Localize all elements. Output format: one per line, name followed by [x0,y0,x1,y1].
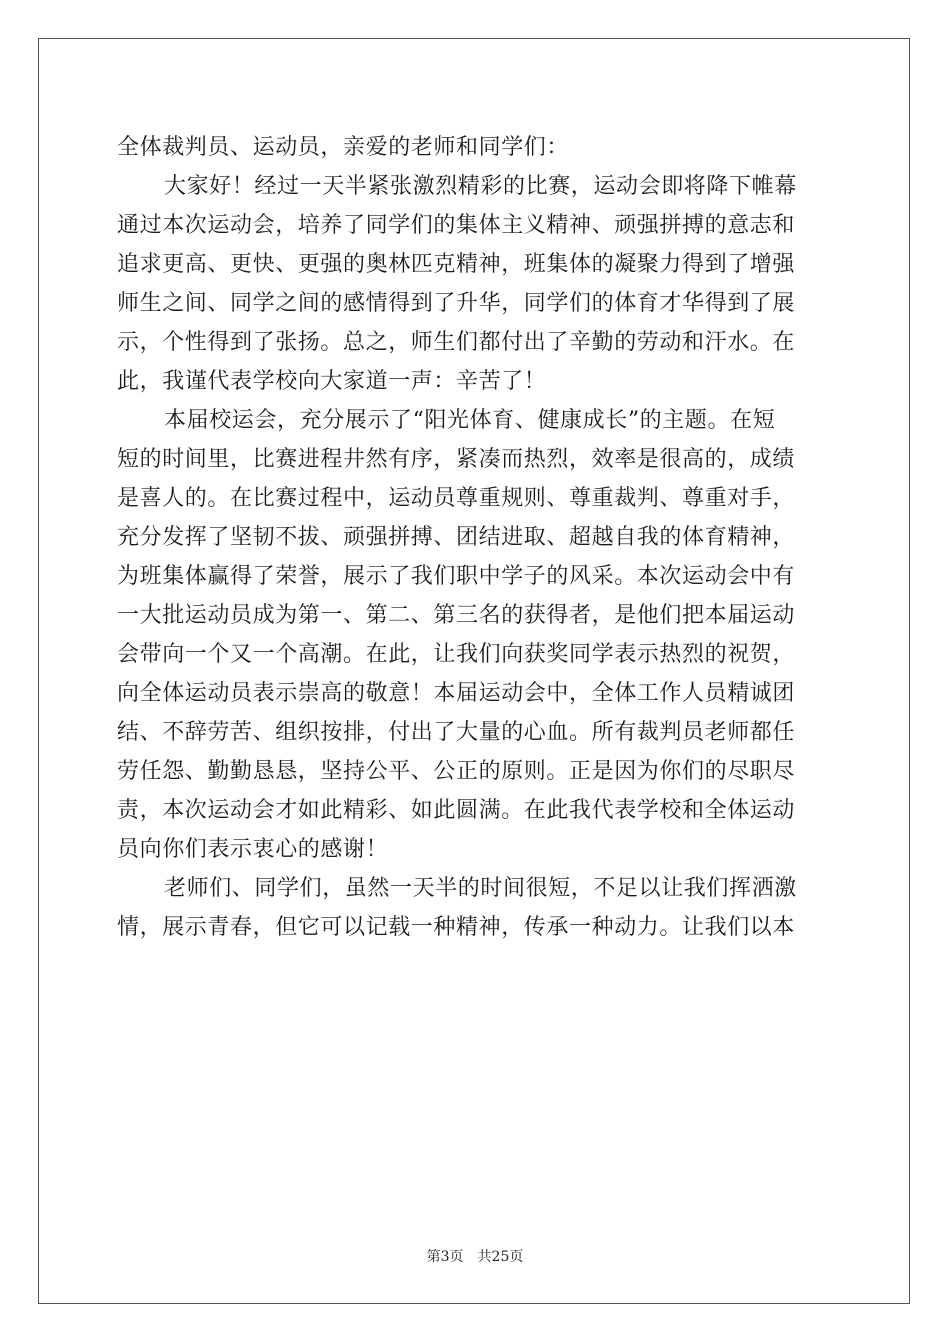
text-line: 大家好！经过一天半紧张激烈精彩的比赛，运动会即将降下帷幕 [164,174,797,199]
text-line: 通过本次运动会，培养了同学们的集体主义精神、顽强拼搏的意志和 [117,213,796,238]
text-line: 为班集体赢得了荣誉，展示了我们职中学子的风采。本次运动会中有 [117,564,796,589]
page-number-footer: 第3页 共25页 [426,1249,524,1265]
text-line: 向全体运动员表示崇高的敬意！本届运动会中，全体工作人员精诚团 [117,681,796,706]
paragraph-summary [117,401,833,869]
paragraph-salutation [117,128,833,167]
text-line: 劳任怨、勤勤恳恳，坚持公平、公正的原则。正是因为你们的尽职尽 [117,759,796,784]
text-line: 全体裁判员、运动员，亲爱的老师和同学们： [117,135,570,160]
text-line: 情，展示青春，但它可以记载一种精神，传承一种动力。让我们以本 [117,915,796,940]
text-line: 追求更高、更快、更强的奥林匹克精神，班集体的凝聚力得到了增强 [117,252,796,277]
text-line: 结、不辞劳苦、组织按排，付出了大量的心血。所有裁判员老师都任 [117,720,796,745]
text-line: 充分发挥了坚韧不拔、顽强拼搏、团结进取、超越自我的体育精神， [117,525,796,550]
text-line: 是喜人的。在比赛过程中，运动员尊重规则、尊重裁判、尊重对手， [117,486,796,511]
text-line: 会带向一个又一个高潮。在此，让我们向获奖同学表示热烈的祝贺， [117,642,796,667]
paragraph-greeting [117,167,833,401]
text-line: 一大批运动员成为第一、第二、第三名的获得者，是他们把本届运动 [117,603,796,628]
text-line: 责，本次运动会才如此精彩、如此圆满。在此我代表学校和全体运动 [117,798,796,823]
text-line: 老师们、同学们，虽然一天半的时间很短，不足以让我们挥洒激 [164,876,797,901]
paragraph-closing [117,869,833,947]
document-body [117,128,833,947]
text-line: 示，个性得到了张扬。总之，师生们都付出了辛勤的劳动和汗水。在 [117,330,796,355]
text-line: 本届校运会，充分展示了“阳光体育、健康成长”的主题。在短 [164,408,776,433]
text-line: 短的时间里，比赛进程井然有序，紧凑而热烈，效率是很高的，成绩 [117,447,796,472]
text-line: 此，我谨代表学校向大家道一声：辛苦了！ [117,369,547,394]
text-line: 员向你们表示衷心的感谢！ [117,837,389,862]
text-line: 师生之间、同学之间的感情得到了升华，同学们的体育才华得到了展 [117,291,796,316]
